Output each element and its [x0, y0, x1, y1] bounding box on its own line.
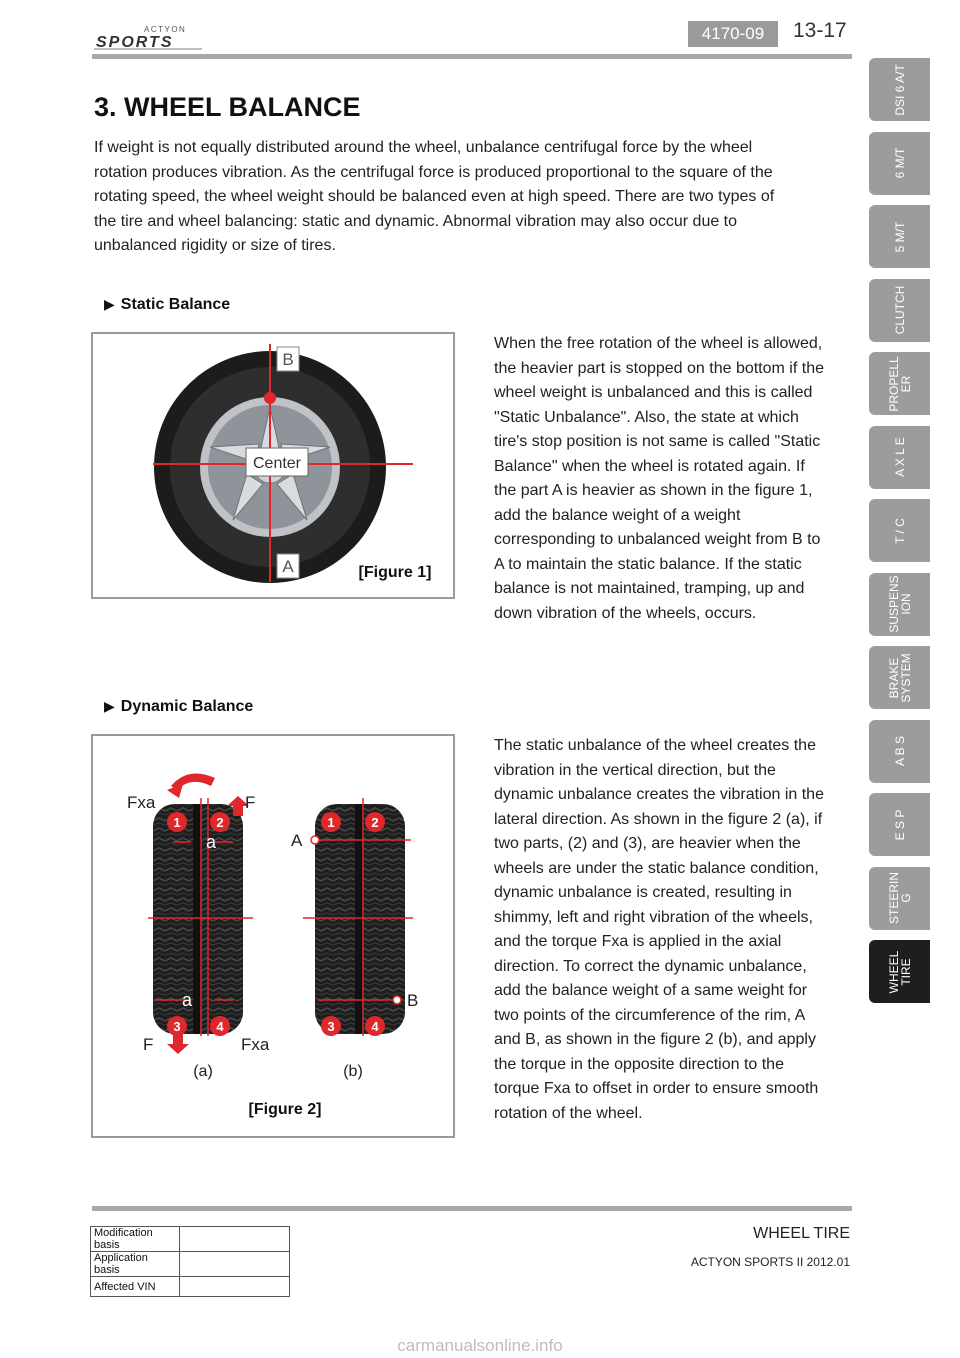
- svg-text:ACTYON: ACTYON: [144, 25, 187, 34]
- static-wheel-diagram: [93, 334, 453, 597]
- chapter-tab-label: WHEEL TIRE: [886, 950, 913, 993]
- header-divider: [92, 54, 852, 59]
- force-down-arrow-icon: [167, 1034, 189, 1054]
- chapter-tab-wheel-tire[interactable]: [869, 940, 930, 1003]
- chapter-tab-6-m-t[interactable]: [869, 132, 930, 195]
- chapter-tab-brake-system[interactable]: [869, 646, 930, 709]
- chapter-tab-suspens-ion[interactable]: [869, 573, 930, 636]
- chapter-tab-e-s-p[interactable]: [869, 793, 930, 856]
- service-code-badge: 4170-09: [688, 21, 778, 47]
- chapter-tab-label: A B S: [892, 735, 907, 767]
- site-watermark: carmanualsonline.info: [397, 1336, 563, 1355]
- actyon-sports-logo: [92, 22, 207, 52]
- label-a: A: [282, 557, 294, 576]
- page-title: 3. WHEEL BALANCE: [94, 92, 361, 122]
- triangle-bullet-icon: ▶: [104, 698, 115, 714]
- weight-point-marker: [264, 392, 276, 404]
- figure-1-caption: [Figure 1]: [358, 564, 432, 581]
- label-b: B: [282, 350, 294, 369]
- chapter-tab-label: PROPELL ER: [886, 355, 913, 412]
- row-label: Modification basis: [91, 1227, 180, 1252]
- label-a-top: a: [206, 832, 217, 852]
- chapter-tab-label: 5 M/T: [892, 221, 907, 252]
- chapter-tab-clutch[interactable]: [869, 279, 930, 342]
- label-f-bottom: F: [143, 1035, 154, 1054]
- marker-4-b: 4: [371, 1019, 379, 1034]
- revision-table: [90, 1226, 290, 1297]
- figure-2: [91, 734, 455, 1138]
- chapter-tab-a-x-l-e[interactable]: [869, 426, 930, 489]
- chapter-tab-label: 6 M/T: [892, 147, 907, 179]
- marker-4-a: 4: [216, 1019, 224, 1034]
- chapter-tab-label: A X L E: [892, 437, 907, 477]
- figure-1: [91, 332, 455, 599]
- dynamic-heading-text: Dynamic Balance: [120, 698, 254, 715]
- label-fxa-bottom: Fxa: [241, 1035, 270, 1054]
- label-point-a: A: [291, 831, 303, 850]
- chapter-tab-label: DSI 6 A/T: [892, 63, 907, 116]
- table-row: [91, 1227, 290, 1252]
- chapter-tab-label: CLUTCH: [892, 285, 907, 335]
- label-point-b: B: [407, 991, 419, 1010]
- chapter-tab-dsi-6-a-t[interactable]: [869, 58, 930, 121]
- page-number: 13-17: [793, 19, 847, 42]
- chapter-tab-steerin-g[interactable]: [869, 867, 930, 930]
- triangle-bullet-icon: ▶: [104, 296, 115, 312]
- chapter-tab-label: STEERIN G: [886, 871, 913, 925]
- dynamic-balance-text: The static unbalance of the wheel creates the vibration in the vertical direction, but the dynamic unbalance creates the vibration in the lateral direction. As shown in the figure 2 (a), if two parts, (2) and (3), are heavier when the wheels are under the static balance condition, dynamic unbalance is created, resulting in shimmy, left and right vibration of the wheels, and the torque Fxa is applied in the axial direction. To correct the dynamic unbalance, add the balance weight of a same weight for two points of the circumference of the rim, A and B, as shown in the figure 2 (b), and apply the torque in the opposite direction to the torque Fxa to offset in order to ensure smooth rotation of the wheel.: [494, 737, 824, 1122]
- label-center: Center: [252, 455, 302, 472]
- marker-2-a: 2: [216, 815, 224, 830]
- label-f-top: F: [245, 793, 256, 812]
- intro-paragraph: If weight is not equally distributed around the wheel, unbalance centrifugal force by the wheel rotation produces vibration. As the centrifugal force is produced proportional to the square of the rotating speed, the wheel weight should be balanced even at high speed. There are two types of the tire and wheel balancing: static and dynamic. Abnormal vibration may also occur due to unbalanced rigidity or size of tires.: [94, 139, 775, 254]
- footer-section-name: WHEEL TIRE: [753, 1225, 850, 1242]
- balance-point-b-marker: [393, 996, 401, 1004]
- marker-1-a: 1: [173, 815, 181, 830]
- chapter-tab-label: BRAKE SYSTEM: [886, 652, 913, 703]
- figure-2-caption: [Figure 2]: [248, 1101, 322, 1118]
- chapter-tab-label: SUSPENS ION: [886, 575, 913, 633]
- chapter-tab-t-c[interactable]: [869, 499, 930, 562]
- chapter-tab-5-m-t[interactable]: [869, 205, 930, 268]
- label-sub-a: (a): [193, 1063, 213, 1080]
- balance-point-a-marker: [311, 836, 319, 844]
- table-row: [91, 1277, 290, 1297]
- row-value: [180, 1252, 290, 1277]
- chapter-tab-propell-er[interactable]: [869, 352, 930, 415]
- static-balance-heading: [104, 296, 230, 314]
- marker-3-b: 3: [327, 1019, 335, 1034]
- table-row: [91, 1252, 290, 1277]
- marker-1-b: 1: [327, 815, 335, 830]
- chapter-tab-label: T / C: [892, 517, 907, 544]
- footer-divider: [92, 1206, 852, 1211]
- row-value: [180, 1277, 290, 1297]
- dynamic-tire-diagram: [93, 736, 453, 1136]
- row-label: Affected VIN: [91, 1277, 180, 1297]
- footer-model-year: ACTYON SPORTS II 2012.01: [690, 1255, 850, 1269]
- row-value: [180, 1227, 290, 1252]
- label-sub-b: (b): [343, 1063, 363, 1080]
- marker-2-b: 2: [371, 815, 379, 830]
- label-fxa-top: Fxa: [127, 793, 156, 812]
- svg-text:SPORTS: SPORTS: [96, 34, 174, 51]
- dynamic-balance-heading: [104, 698, 253, 716]
- label-a-bottom: a: [182, 990, 193, 1010]
- row-label: Application basis: [91, 1252, 180, 1277]
- marker-3-a: 3: [173, 1019, 181, 1034]
- chapter-tab-label: E S P: [892, 809, 907, 840]
- static-balance-text: When the free rotation of the wheel is allowed, the heavier part is stopped on the bottom if the wheel weight is unbalanced and this is called "Static Unbalance". Also, the state at which tire's stop position is not same is called "Static Balance" when the wheel is rotated again. If the part A is heavier as shown in the figure 1, add the balance weight of a weight corresponding to unbalanced weight from B to A to maintain the static balance. If the static balance is not maintained, tramping, up and down vibration of the wheels, occurs.: [494, 335, 824, 622]
- static-heading-text: Static Balance: [120, 296, 231, 313]
- chapter-tab-a-b-s[interactable]: [869, 720, 930, 783]
